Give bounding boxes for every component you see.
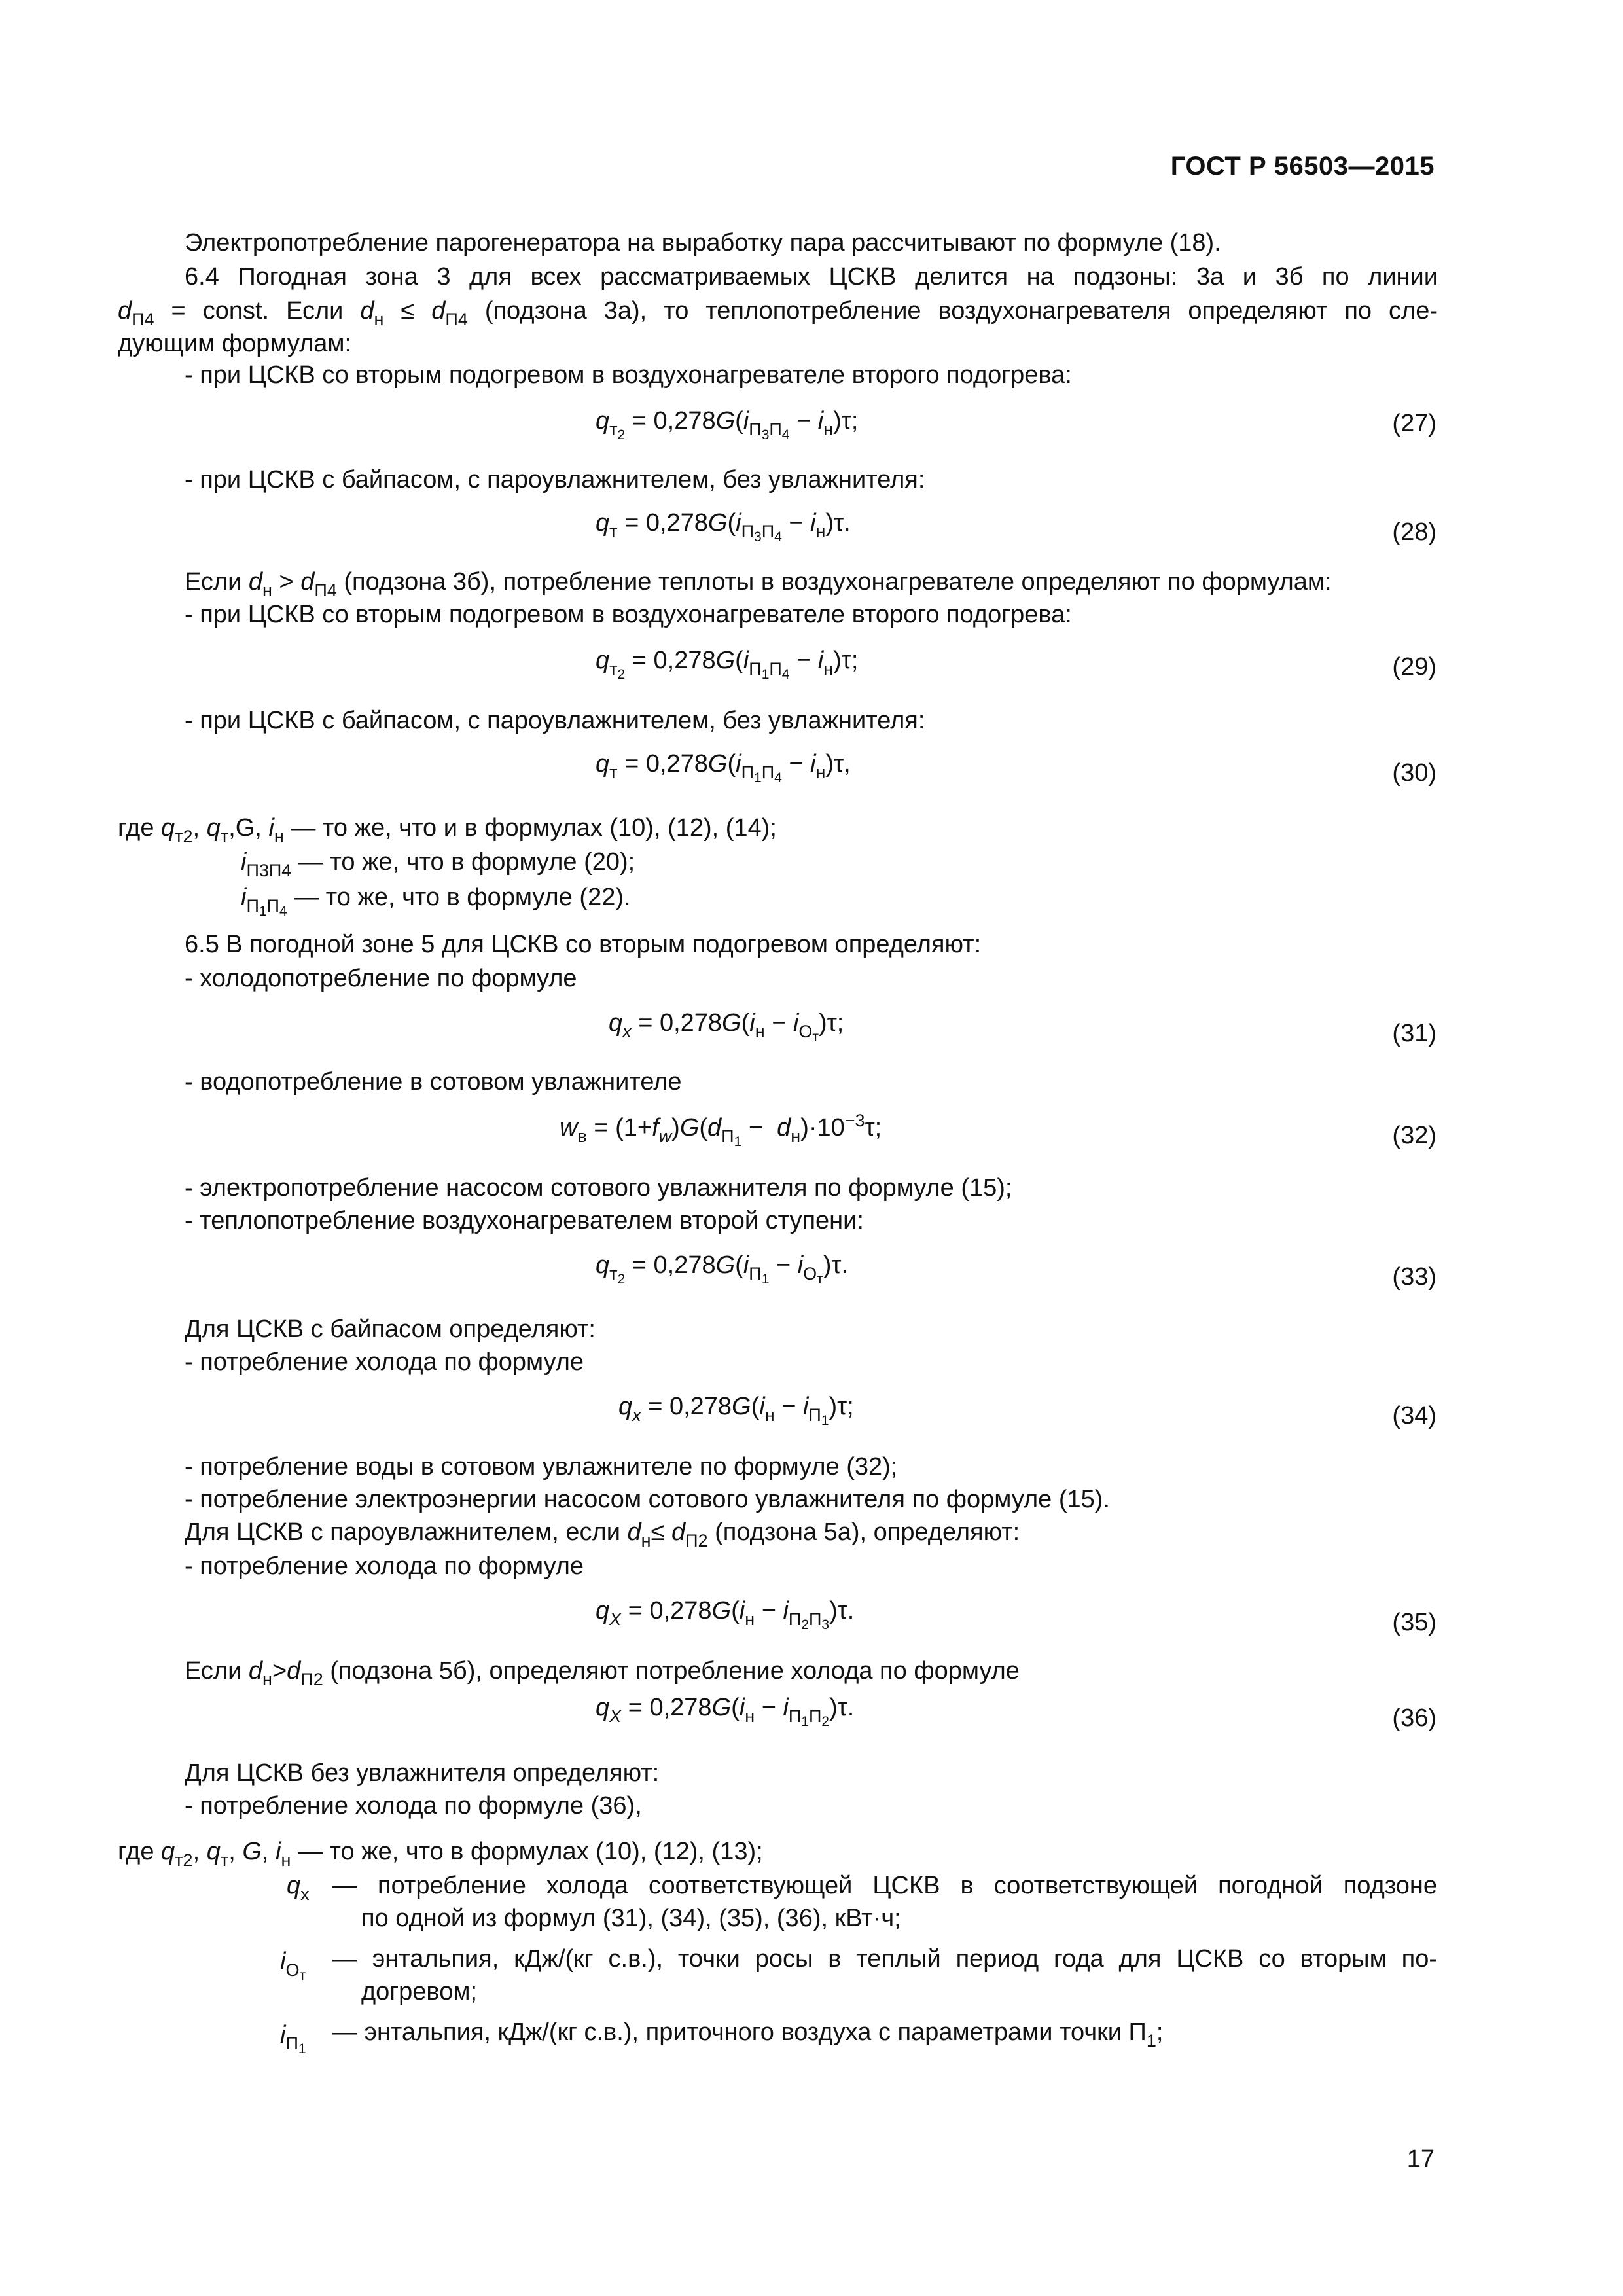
where-clause: $i_{П_1П_4}$ — то же, что в формуле (22). xyxy=(241,884,631,919)
where-symbol: $q_x$ xyxy=(287,1872,310,1904)
paragraph-line: Для ЦСКВ с байпасом определяют: xyxy=(185,1316,596,1343)
list-item: - потребление холода по формуле (36), xyxy=(185,1792,642,1820)
formula-31: $q_x = 0,278G(i_н - i_{O_т})\tau$; xyxy=(609,1009,844,1045)
formula-number: (27) xyxy=(1392,410,1436,437)
paragraph-line: 6.5 В погодной зоне 5 для ЦСКВ со вторым подогревом определяют: xyxy=(185,931,982,958)
list-item: - электропотребление насосом сотового увлажнителя по формуле (15); xyxy=(185,1174,1012,1202)
list-item: - холодопотребление по формуле xyxy=(185,965,577,992)
list-item: - потребление воды в сотовом увлажнителе по формуле (32); xyxy=(185,1453,898,1480)
formula-number: (29) xyxy=(1392,653,1436,681)
formula-number: (28) xyxy=(1392,518,1436,546)
paragraph-line: Для ЦСКВ с пароувлажнителем, если $d_н\le d_{П2}$ (подзона 5а), определяют: xyxy=(185,1518,1020,1551)
paragraph-line: дующим формулам: xyxy=(118,330,352,357)
list-item: - потребление холода по формуле xyxy=(185,1552,584,1580)
list-item: - теплопотребление воздухонагревателем второй ступени: xyxy=(185,1207,864,1234)
formula-33: $q_{т_2} = 0,278G(i_{П_1} - i_{O_т})\tau$. xyxy=(596,1251,849,1287)
where-definition: — энтальпия, кДж/(кг с.в.), приточного воздуха с параметрами точки $П_1$; xyxy=(332,2018,1164,2051)
formula-number: (32) xyxy=(1392,1122,1436,1149)
list-item: - при ЦСКВ со вторым подогревом в воздухонагревателе второго подогрева: xyxy=(185,361,1072,389)
page-number: 17 xyxy=(1406,2145,1435,2173)
paragraph-line: Электропотребление парогенератора на выработку пара рассчитывают по формуле (18). xyxy=(185,229,1221,257)
list-item: - при ЦСКВ со вторым подогревом в воздухонагревателе второго подогрева: xyxy=(185,601,1072,628)
where-symbol: $i_{П_1}$ xyxy=(280,2021,306,2056)
formula-number: (34) xyxy=(1392,1402,1436,1429)
where-symbol: $i_{O_т}$ xyxy=(280,1948,306,1983)
where-definition: по одной из формул (31), (34), (35), (36), кВт·ч; xyxy=(361,1905,901,1932)
list-item: - при ЦСКВ с байпасом, с пароувлажнителем, без увлажнителя: xyxy=(185,707,925,734)
where-definition: — потребление холода соответствующей ЦСКВ в соответствующей погодной подзоне xyxy=(332,1872,1437,1899)
formula-36: $q_X = 0,278G(i_н - i_{П_1П_2})\tau$. xyxy=(596,1694,855,1729)
formula-number: (36) xyxy=(1392,1704,1436,1732)
formula-30: $q_т = 0,278G(i_{П_1П_4} - i_н)\tau$, xyxy=(596,750,851,785)
where-clause: где $q_{т2}$, $q_т$, G, $i_н$ — то же, что в формулах (10), (12), (13); xyxy=(118,1838,763,1870)
list-item: - при ЦСКВ с байпасом, с пароувлажнителем, без увлажнителя: xyxy=(185,466,925,493)
formula-32: $w_в = (1+f_w)G(d_{П_1} - d_н)\cdot 10^{-3}\tau$; xyxy=(560,1111,882,1149)
paragraph-line: Если $d_н > d_{П4}$ (подзона 3б), потребление теплоты в воздухонагревателе определяют по формулам: xyxy=(185,568,1332,600)
paragraph-line: Если $d_н>d_{П2}$ (подзона 5б), определяют потребление холода по формуле xyxy=(185,1657,1020,1689)
formula-number: (33) xyxy=(1392,1263,1436,1291)
where-clause: $i_{П3П4}$ — то же, что в формуле (20); xyxy=(241,848,635,880)
formula-number: (30) xyxy=(1392,759,1436,787)
paragraph-line: Для ЦСКВ без увлажнителя определяют: xyxy=(185,1759,660,1787)
formula-28: $q_т = 0,278G(i_{П_3П_4} - i_н)\tau$. xyxy=(596,509,851,545)
list-item: - потребление электроэнергии насосом сотового увлажнителя по формуле (15). xyxy=(185,1486,1110,1513)
paragraph-line: 6.4 Погодная зона 3 для всех рассматриваемых ЦСКВ делится на подзоны: 3а и 3б по линии xyxy=(185,263,1438,291)
document-header: ГОСТ Р 56503—2015 xyxy=(1170,152,1435,181)
formula-35: $q_X = 0,278G(i_н - i_{П_2П_3})\tau$. xyxy=(596,1597,855,1632)
list-item: - водопотребление в сотовом увлажнителе xyxy=(185,1068,682,1096)
formula-number: (31) xyxy=(1392,1020,1436,1047)
formula-29: $q_{т_2} = 0,278G(i_{П_1П_4} - i_н)\tau$; xyxy=(596,647,859,682)
where-definition: догревом; xyxy=(361,1978,478,2005)
where-clause: где $q_{т2}$, $q_т,G$, $i_н$ — то же, что и в формулах (10), (12), (14); xyxy=(118,814,777,846)
formula-27: $q_{т_2} = 0,278G(i_{П_3П_4} - i_н)\tau$; xyxy=(596,407,859,442)
formula-number: (35) xyxy=(1392,1609,1436,1636)
formula-34: $q_x = 0,278G(i_н - i_{П_1})\tau$; xyxy=(618,1393,854,1428)
where-definition: — энтальпия, кДж/(кг с.в.), точки росы в теплый период года для ЦСКВ со вторым по- xyxy=(332,1945,1437,1973)
paragraph-line: $d_{П4}$ = const. Если $d_н \le d_{П4}$ (подзона 3а), то теплопотребление воздухонагревателя определяют по сле- xyxy=(118,297,1438,329)
list-item: - потребление холода по формуле xyxy=(185,1348,584,1376)
